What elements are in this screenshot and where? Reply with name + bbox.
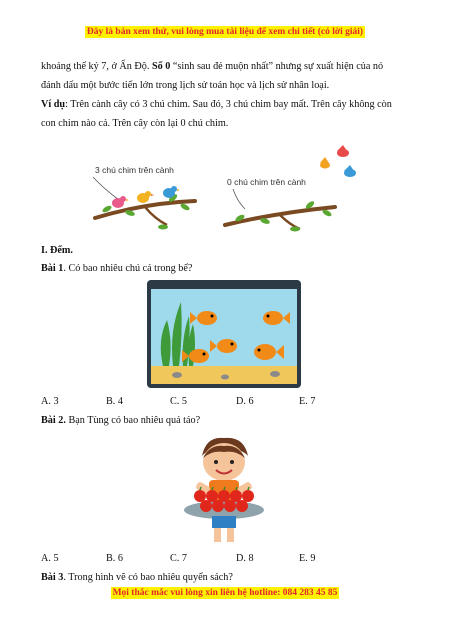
apple-icon: [200, 500, 212, 512]
q2-option-d: D. 8: [236, 553, 254, 564]
flying-bird-icon: [344, 165, 356, 177]
number-zero-bold: Số 0: [151, 61, 171, 72]
example-label: Ví dụ: [41, 99, 66, 110]
apple-icon: [212, 500, 224, 512]
apple-icon: [218, 490, 230, 502]
bird-icon: [112, 196, 129, 208]
q2-option-a: A. 5: [41, 553, 59, 564]
section-title: I. Đếm.: [41, 245, 73, 256]
footer-banner: [0, 588, 450, 598]
birds-on-branch-illustration: [85, 143, 365, 235]
aquarium-illustration: [147, 280, 301, 388]
header-banner: [0, 27, 450, 37]
q1-option-d: D. 6: [236, 396, 254, 407]
apple-icon: [224, 500, 236, 512]
flying-bird-icon: [320, 157, 330, 169]
question-2: Bài 2. Bạn Tùng có bao nhiêu quả táo?: [41, 415, 201, 426]
header-banner-text: Đây là bản xem thử, vui lòng mua tài liệu để xem chi tiết (có lời giải): [86, 27, 364, 37]
right-caption: 0 chú chim trên cành: [227, 177, 306, 187]
question-1: Bài 1. Có bao nhiêu chú cá trong bể?: [41, 263, 193, 274]
q1-option-b: B. 4: [106, 396, 123, 407]
intro-line-1: khoảng thế kỷ 7, ở Ấn Độ. Số 0 “sinh sau đẻ muộn nhất” nhưng sự xuất hiện của nó: [41, 61, 384, 72]
q1-option-a: A. 3: [41, 396, 59, 407]
apple-icon: [230, 490, 242, 502]
q2-option-e: E. 9: [299, 553, 316, 564]
apple-icon: [206, 490, 218, 502]
q2-option-b: B. 6: [106, 553, 123, 564]
bird-icon: [137, 191, 154, 203]
example-line-1: Ví dụ: Trên cành cây có 3 chú chim. Sau đó, 3 chú chim bay mất. Trên cây không còn: [41, 99, 392, 110]
q2-option-c: C. 7: [170, 553, 187, 564]
apple-icon: [236, 500, 248, 512]
question-3: Bài 3. Trong hình vẽ có bao nhiêu quyển sách?: [41, 572, 233, 583]
apple-icon: [194, 490, 206, 502]
flying-bird-icon: [337, 145, 349, 157]
boy-with-apples-illustration: [176, 434, 272, 546]
example-line-2: con chim nào cả. Trên cây còn lại 0 chú chim.: [41, 118, 229, 129]
left-caption: 3 chú chim trên cành: [95, 165, 174, 175]
footer-banner-text: Mọi thắc mắc vui lòng xin liên hệ hotline: 084 283 45 85: [112, 588, 338, 598]
apple-icon: [242, 490, 254, 502]
q1-option-e: E. 7: [299, 396, 316, 407]
intro-line-2: đánh dấu một bước tiến lớn trong lịch sử toán học và lịch sử nhân loại.: [41, 80, 330, 91]
bird-icon: [163, 186, 180, 198]
q1-option-c: C. 5: [170, 396, 187, 407]
